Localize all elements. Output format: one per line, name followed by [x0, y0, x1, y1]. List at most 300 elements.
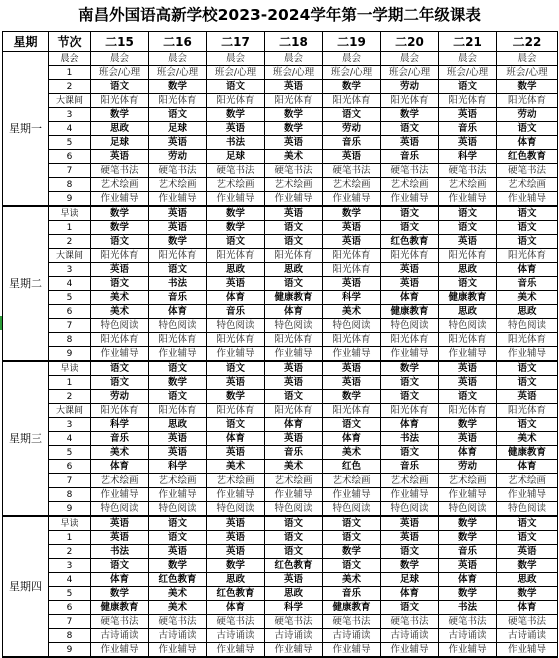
table-row [3, 52, 558, 66]
subject-cell: 足球 [149, 122, 207, 136]
subject-cell: 体育 [265, 418, 323, 432]
subject-cell: 语文 [497, 206, 558, 221]
period-cell: 大课间 [49, 404, 91, 418]
subject-cell: 体育 [207, 432, 265, 446]
subject-cell: 硬笔书法 [149, 615, 207, 629]
subject-cell: 英语 [497, 390, 558, 404]
subject-cell: 语文 [497, 221, 558, 235]
subject-cell: 语文 [381, 376, 439, 390]
subject-cell: 作业辅导 [91, 643, 149, 658]
subject-cell: 阳光体育 [91, 404, 149, 418]
subject-cell: 硬笔书法 [381, 164, 439, 178]
table-row [3, 587, 558, 601]
period-cell: 7 [49, 164, 91, 178]
subject-cell: 健康教育 [323, 601, 381, 615]
subject-cell: 阳光体育 [149, 94, 207, 108]
table-row [3, 206, 558, 221]
subject-cell: 音乐 [439, 122, 497, 136]
period-cell: 2 [49, 545, 91, 559]
subject-cell: 艺术绘画 [265, 178, 323, 192]
subject-cell: 数学 [91, 108, 149, 122]
subject-cell: 劳动 [91, 390, 149, 404]
subject-cell: 音乐 [497, 277, 558, 291]
header-class: 二21 [439, 32, 497, 52]
period-cell: 2 [49, 80, 91, 94]
table-row [3, 305, 558, 319]
subject-cell: 数学 [149, 80, 207, 94]
subject-cell: 体育 [381, 291, 439, 305]
period-cell: 3 [49, 418, 91, 432]
subject-cell: 艺术绘画 [149, 474, 207, 488]
subject-cell: 数学 [439, 531, 497, 545]
subject-cell: 语文 [265, 531, 323, 545]
period-cell: 8 [49, 178, 91, 192]
subject-cell: 英语 [91, 531, 149, 545]
subject-cell: 艺术绘画 [439, 474, 497, 488]
subject-cell: 作业辅导 [207, 643, 265, 658]
subject-cell: 语文 [207, 361, 265, 376]
subject-cell: 阳光体育 [149, 333, 207, 347]
subject-cell: 音乐 [439, 545, 497, 559]
subject-cell: 特色阅读 [91, 319, 149, 333]
subject-cell: 美术 [323, 305, 381, 319]
table-row [3, 629, 558, 643]
subject-cell: 数学 [149, 376, 207, 390]
subject-cell: 数学 [381, 559, 439, 573]
weekday-cell: 星期三 [3, 361, 49, 516]
subject-cell: 体育 [91, 460, 149, 474]
subject-cell: 作业辅导 [149, 643, 207, 658]
table-row [3, 432, 558, 446]
subject-cell: 班会/心理 [149, 66, 207, 80]
subject-cell: 劳动 [323, 122, 381, 136]
subject-cell: 语文 [439, 206, 497, 221]
subject-cell: 语文 [265, 221, 323, 235]
table-row [3, 263, 558, 277]
subject-cell: 英语 [265, 206, 323, 221]
subject-cell: 阳光体育 [323, 249, 381, 263]
subject-cell: 艺术绘画 [149, 178, 207, 192]
subject-cell: 语文 [497, 376, 558, 390]
subject-cell: 红色 [323, 460, 381, 474]
subject-cell: 语文 [149, 361, 207, 376]
subject-cell: 数学 [381, 361, 439, 376]
period-cell: 5 [49, 136, 91, 150]
subject-cell: 语文 [91, 361, 149, 376]
header-class: 二17 [207, 32, 265, 52]
subject-cell: 作业辅导 [497, 643, 558, 658]
subject-cell: 晨会 [323, 52, 381, 66]
subject-cell: 健康教育 [381, 305, 439, 319]
subject-cell: 音乐 [91, 432, 149, 446]
header-class: 二15 [91, 32, 149, 52]
table-row [3, 615, 558, 629]
subject-cell: 作业辅导 [497, 488, 558, 502]
subject-cell: 语文 [265, 390, 323, 404]
subject-cell: 音乐 [149, 291, 207, 305]
subject-cell: 艺术绘画 [207, 474, 265, 488]
subject-cell: 晨会 [207, 52, 265, 66]
subject-cell: 硬笔书法 [91, 615, 149, 629]
subject-cell: 美术 [265, 150, 323, 164]
subject-cell: 阳光体育 [149, 249, 207, 263]
subject-cell: 体育 [207, 601, 265, 615]
subject-cell: 艺术绘画 [323, 474, 381, 488]
header-period: 节次 [49, 32, 91, 52]
subject-cell: 数学 [207, 108, 265, 122]
period-cell: 1 [49, 376, 91, 390]
subject-cell: 语文 [381, 206, 439, 221]
subject-cell: 思政 [439, 263, 497, 277]
subject-cell: 艺术绘画 [323, 178, 381, 192]
table-row [3, 601, 558, 615]
subject-cell: 作业辅导 [381, 643, 439, 658]
subject-cell: 阳光体育 [381, 94, 439, 108]
subject-cell: 英语 [381, 277, 439, 291]
subject-cell: 语文 [91, 277, 149, 291]
subject-cell: 思政 [439, 305, 497, 319]
period-cell: 9 [49, 192, 91, 207]
subject-cell: 数学 [91, 221, 149, 235]
subject-cell: 体育 [265, 305, 323, 319]
subject-cell: 英语 [149, 206, 207, 221]
subject-cell: 阳光体育 [381, 404, 439, 418]
subject-cell: 健康教育 [497, 446, 558, 460]
subject-cell: 作业辅导 [439, 192, 497, 207]
subject-cell: 阳光体育 [323, 404, 381, 418]
subject-cell: 特色阅读 [207, 502, 265, 517]
subject-cell: 语文 [91, 80, 149, 94]
subject-cell: 英语 [381, 516, 439, 531]
subject-cell: 数学 [207, 559, 265, 573]
table-row [3, 94, 558, 108]
subject-cell: 古诗诵读 [497, 629, 558, 643]
period-cell: 6 [49, 601, 91, 615]
subject-cell: 硬笔书法 [265, 615, 323, 629]
subject-cell: 数学 [207, 221, 265, 235]
table-row [3, 66, 558, 80]
table-row [3, 446, 558, 460]
period-cell: 2 [49, 235, 91, 249]
subject-cell: 阳光体育 [91, 94, 149, 108]
period-cell: 3 [49, 108, 91, 122]
subject-cell: 科学 [149, 460, 207, 474]
subject-cell: 数学 [439, 418, 497, 432]
subject-cell: 思政 [207, 263, 265, 277]
table-row [3, 249, 558, 263]
subject-cell: 健康教育 [91, 601, 149, 615]
subject-cell: 英语 [439, 235, 497, 249]
subject-cell: 语文 [381, 122, 439, 136]
subject-cell: 作业辅导 [439, 488, 497, 502]
subject-cell: 硬笔书法 [439, 615, 497, 629]
subject-cell: 体育 [439, 446, 497, 460]
subject-cell: 语文 [439, 221, 497, 235]
period-cell: 6 [49, 460, 91, 474]
subject-cell: 英语 [439, 559, 497, 573]
subject-cell: 书法 [439, 601, 497, 615]
subject-cell: 阳光体育 [439, 404, 497, 418]
subject-cell: 阳光体育 [439, 249, 497, 263]
subject-cell: 作业辅导 [207, 347, 265, 362]
subject-cell: 语文 [149, 263, 207, 277]
subject-cell: 硬笔书法 [91, 164, 149, 178]
subject-cell: 英语 [91, 516, 149, 531]
subject-cell: 音乐 [207, 305, 265, 319]
subject-cell: 语文 [265, 516, 323, 531]
period-cell: 早读 [49, 516, 91, 531]
subject-cell: 硬笔书法 [439, 164, 497, 178]
subject-cell: 科学 [439, 150, 497, 164]
subject-cell: 语文 [149, 390, 207, 404]
subject-cell: 特色阅读 [497, 319, 558, 333]
subject-cell: 古诗诵读 [439, 629, 497, 643]
header-weekday: 星期 [3, 32, 49, 52]
subject-cell: 语文 [207, 80, 265, 94]
period-cell: 6 [49, 305, 91, 319]
subject-cell: 语文 [323, 418, 381, 432]
timetable-body [3, 52, 558, 658]
table-row [3, 460, 558, 474]
subject-cell: 音乐 [381, 460, 439, 474]
subject-cell: 语文 [497, 235, 558, 249]
subject-cell: 思政 [207, 573, 265, 587]
period-cell: 大课间 [49, 94, 91, 108]
subject-cell: 作业辅导 [91, 488, 149, 502]
subject-cell: 作业辅导 [381, 347, 439, 362]
timetable [2, 31, 558, 658]
subject-cell: 语文 [381, 221, 439, 235]
subject-cell: 特色阅读 [439, 502, 497, 517]
table-row [3, 643, 558, 658]
period-cell: 晨会 [49, 52, 91, 66]
subject-cell: 作业辅导 [439, 643, 497, 658]
subject-cell: 硬笔书法 [381, 615, 439, 629]
subject-cell: 特色阅读 [91, 502, 149, 517]
subject-cell: 班会/心理 [323, 66, 381, 80]
subject-cell: 作业辅导 [439, 347, 497, 362]
subject-cell: 英语 [439, 361, 497, 376]
subject-cell: 美术 [91, 446, 149, 460]
subject-cell: 英语 [265, 573, 323, 587]
subject-cell: 阳光体育 [323, 94, 381, 108]
subject-cell: 特色阅读 [381, 502, 439, 517]
subject-cell: 英语 [91, 263, 149, 277]
table-row [3, 80, 558, 94]
subject-cell: 阳光体育 [439, 333, 497, 347]
subject-cell: 英语 [323, 376, 381, 390]
subject-cell: 作业辅导 [323, 488, 381, 502]
subject-cell: 数学 [323, 206, 381, 221]
table-row [3, 516, 558, 531]
table-row [3, 390, 558, 404]
subject-cell: 数学 [497, 559, 558, 573]
subject-cell: 英语 [207, 531, 265, 545]
subject-cell: 语文 [323, 108, 381, 122]
subject-cell: 数学 [91, 587, 149, 601]
subject-cell: 英语 [439, 108, 497, 122]
subject-cell: 数学 [439, 516, 497, 531]
subject-cell: 英语 [149, 446, 207, 460]
subject-cell: 阳光体育 [149, 404, 207, 418]
subject-cell: 艺术绘画 [381, 178, 439, 192]
subject-cell: 艺术绘画 [91, 178, 149, 192]
subject-cell: 班会/心理 [91, 66, 149, 80]
period-cell: 4 [49, 573, 91, 587]
subject-cell: 作业辅导 [323, 192, 381, 207]
subject-cell: 英语 [439, 136, 497, 150]
subject-cell: 健康教育 [265, 291, 323, 305]
subject-cell: 思政 [497, 305, 558, 319]
period-cell: 8 [49, 333, 91, 347]
subject-cell: 语文 [381, 545, 439, 559]
subject-cell: 作业辅导 [265, 488, 323, 502]
subject-cell: 英语 [265, 136, 323, 150]
table-row [3, 333, 558, 347]
subject-cell: 班会/心理 [497, 66, 558, 80]
subject-cell: 英语 [207, 446, 265, 460]
subject-cell: 体育 [497, 601, 558, 615]
subject-cell: 语文 [265, 277, 323, 291]
subject-cell: 艺术绘画 [381, 474, 439, 488]
subject-cell: 英语 [207, 122, 265, 136]
subject-cell: 数学 [381, 108, 439, 122]
subject-cell: 阳光体育 [207, 333, 265, 347]
subject-cell: 特色阅读 [265, 319, 323, 333]
subject-cell: 健康教育 [439, 291, 497, 305]
table-row [3, 502, 558, 517]
subject-cell: 阳光体育 [265, 249, 323, 263]
subject-cell: 硬笔书法 [497, 615, 558, 629]
period-cell: 9 [49, 347, 91, 362]
subject-cell: 美术 [91, 305, 149, 319]
subject-cell: 科学 [265, 601, 323, 615]
subject-cell: 阳光体育 [439, 94, 497, 108]
subject-cell: 语文 [149, 516, 207, 531]
subject-cell: 阳光体育 [497, 94, 558, 108]
subject-cell: 阳光体育 [265, 333, 323, 347]
subject-cell: 英语 [381, 263, 439, 277]
subject-cell: 英语 [207, 516, 265, 531]
period-cell: 5 [49, 446, 91, 460]
subject-cell: 数学 [439, 587, 497, 601]
table-row [3, 164, 558, 178]
subject-cell: 音乐 [323, 587, 381, 601]
subject-cell: 特色阅读 [323, 502, 381, 517]
subject-cell: 作业辅导 [207, 192, 265, 207]
subject-cell: 英语 [497, 545, 558, 559]
subject-cell: 作业辅导 [497, 347, 558, 362]
subject-cell: 数学 [91, 206, 149, 221]
subject-cell: 晨会 [265, 52, 323, 66]
subject-cell: 体育 [439, 573, 497, 587]
subject-cell: 古诗诵读 [149, 629, 207, 643]
subject-cell: 科学 [323, 291, 381, 305]
subject-cell: 作业辅导 [381, 192, 439, 207]
subject-cell: 艺术绘画 [91, 474, 149, 488]
subject-cell: 作业辅导 [207, 488, 265, 502]
subject-cell: 数学 [149, 235, 207, 249]
subject-cell: 数学 [323, 390, 381, 404]
table-row [3, 531, 558, 545]
subject-cell: 语文 [497, 516, 558, 531]
subject-cell: 晨会 [497, 52, 558, 66]
table-row [3, 376, 558, 390]
subject-cell: 特色阅读 [207, 319, 265, 333]
subject-cell: 艺术绘画 [497, 178, 558, 192]
subject-cell: 阳光体育 [265, 404, 323, 418]
subject-cell: 硬笔书法 [265, 164, 323, 178]
subject-cell: 语文 [497, 361, 558, 376]
weekday-cell: 星期一 [3, 52, 49, 207]
subject-cell: 体育 [381, 418, 439, 432]
subject-cell: 晨会 [381, 52, 439, 66]
subject-cell: 作业辅导 [381, 488, 439, 502]
header-class: 二19 [323, 32, 381, 52]
subject-cell: 劳动 [439, 460, 497, 474]
subject-cell: 语文 [323, 516, 381, 531]
subject-cell: 作业辅导 [265, 347, 323, 362]
period-cell: 9 [49, 643, 91, 658]
table-row [3, 361, 558, 376]
subject-cell: 英语 [381, 136, 439, 150]
subject-cell: 数学 [323, 545, 381, 559]
subject-cell: 作业辅导 [323, 347, 381, 362]
subject-cell: 英语 [265, 432, 323, 446]
subject-cell: 语文 [439, 390, 497, 404]
subject-cell: 作业辅导 [265, 192, 323, 207]
subject-cell: 语文 [439, 277, 497, 291]
subject-cell: 晨会 [439, 52, 497, 66]
subject-cell: 语文 [265, 545, 323, 559]
table-row [3, 559, 558, 573]
period-cell: 8 [49, 488, 91, 502]
subject-cell: 美术 [497, 291, 558, 305]
subject-cell: 阳光体育 [381, 333, 439, 347]
period-cell: 1 [49, 531, 91, 545]
subject-cell: 思政 [149, 418, 207, 432]
subject-cell: 思政 [265, 263, 323, 277]
subject-cell: 体育 [497, 460, 558, 474]
subject-cell: 古诗诵读 [207, 629, 265, 643]
subject-cell: 语文 [91, 559, 149, 573]
subject-cell: 阳光体育 [323, 263, 381, 277]
subject-cell: 体育 [381, 587, 439, 601]
table-row [3, 573, 558, 587]
subject-cell: 班会/心理 [381, 66, 439, 80]
subject-cell: 美术 [149, 587, 207, 601]
period-cell: 3 [49, 559, 91, 573]
subject-cell: 古诗诵读 [265, 629, 323, 643]
subject-cell: 劳动 [381, 80, 439, 94]
period-cell: 1 [49, 66, 91, 80]
period-cell: 4 [49, 122, 91, 136]
subject-cell: 特色阅读 [381, 319, 439, 333]
subject-cell: 体育 [207, 291, 265, 305]
subject-cell: 班会/心理 [439, 66, 497, 80]
subject-cell: 语文 [207, 235, 265, 249]
table-row [3, 488, 558, 502]
subject-cell: 科学 [91, 418, 149, 432]
period-cell: 4 [49, 277, 91, 291]
table-row [3, 291, 558, 305]
subject-cell: 数学 [207, 206, 265, 221]
subject-cell: 劳动 [497, 108, 558, 122]
subject-cell: 艺术绘画 [265, 474, 323, 488]
subject-cell: 英语 [265, 376, 323, 390]
period-cell: 5 [49, 587, 91, 601]
weekday-cell: 星期二 [3, 206, 49, 361]
